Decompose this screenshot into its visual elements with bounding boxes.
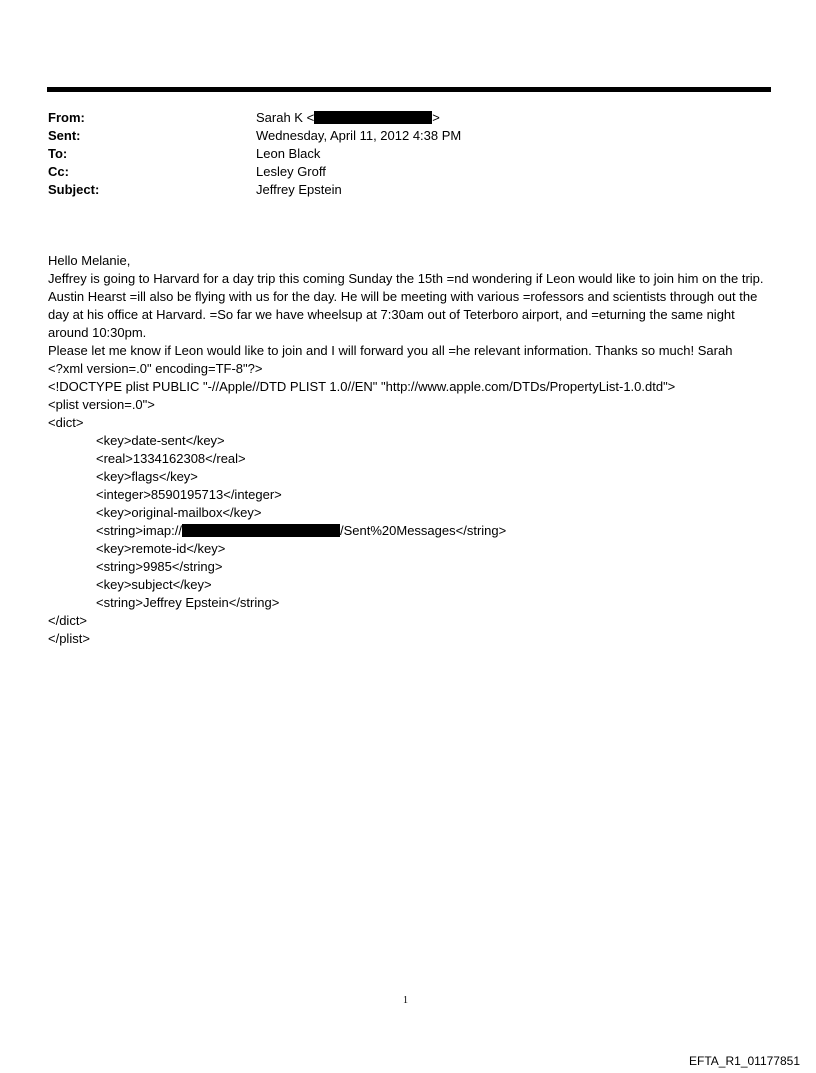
page-number: 1 [403,995,408,1006]
plist-close: </plist> [48,631,90,646]
xml-declaration: <?xml version=.0" encoding=TF-8"?> [48,361,263,376]
from-label: From: [48,110,85,125]
from-value-suffix: > [432,110,440,125]
sent-value: Wednesday, April 11, 2012 4:38 PM [256,128,462,143]
redaction-box [314,111,432,124]
from-value [256,109,440,127]
key-subject: <key>subject</key> [96,577,212,592]
mailbox-prefix: <string>imap:// [96,523,182,538]
from-value-prefix: Sarah K < [256,110,315,125]
subject-value: Jeffrey Epstein [256,182,342,197]
mailbox-suffix: /Sent%20Messages</string> [340,523,507,538]
key-original-mailbox: <key>original-mailbox</key> [96,505,262,520]
document-id: EFTA_R1_01177851 [689,1054,800,1068]
cc-label: Cc: [48,164,69,179]
mailbox-string [48,522,675,540]
real-value: <real>1334162308</real> [96,451,246,466]
greeting: Hello Melanie, [48,253,131,268]
plist-block [48,360,675,648]
plist-open: <plist version=.0"> [48,397,155,412]
cc-value: Lesley Groff [256,164,326,179]
remote-id-string: <string>9985</string> [96,559,223,574]
to-value: Leon Black [256,146,321,161]
closing-line: Please let me know if Leon would like to join and I will forward you all =he relevant information. Thanks so much! Sarah [48,343,733,358]
dict-close: </dict> [48,613,88,628]
key-flags: <key>flags</key> [96,469,198,484]
to-label: To: [48,146,68,161]
subject-label: Subject: [48,182,100,197]
redaction-box [182,524,340,537]
sent-label: Sent: [48,128,81,143]
doctype-line: <!DOCTYPE plist PUBLIC "-//Apple//DTD PLIST 1.0//EN" "http://www.apple.com/DTDs/PropertyList-1.0.dtd"> [48,379,676,394]
integer-value: <integer>8590195713</integer> [96,487,282,502]
key-date-sent: <key>date-sent</key> [96,433,225,448]
key-remote-id: <key>remote-id</key> [96,541,226,556]
dict-open: <dict> [48,415,84,430]
header-rule [47,87,771,92]
subject-string: <string>Jeffrey Epstein</string> [96,595,280,610]
email-body [48,252,774,360]
body-paragraph: Jeffrey is going to Harvard for a day trip this coming Sunday the 15th =nd wondering if Leon would like to join him on the trip. Austin Hearst =ill also be flying with us for the day. He will be meeting with various =rofessors and scientists through out the day at his office at Harvard. =So far we have wheelsup at 7:30am out of Teterboro airport, and =eturning the same night around 10:30pm. [48,271,764,340]
